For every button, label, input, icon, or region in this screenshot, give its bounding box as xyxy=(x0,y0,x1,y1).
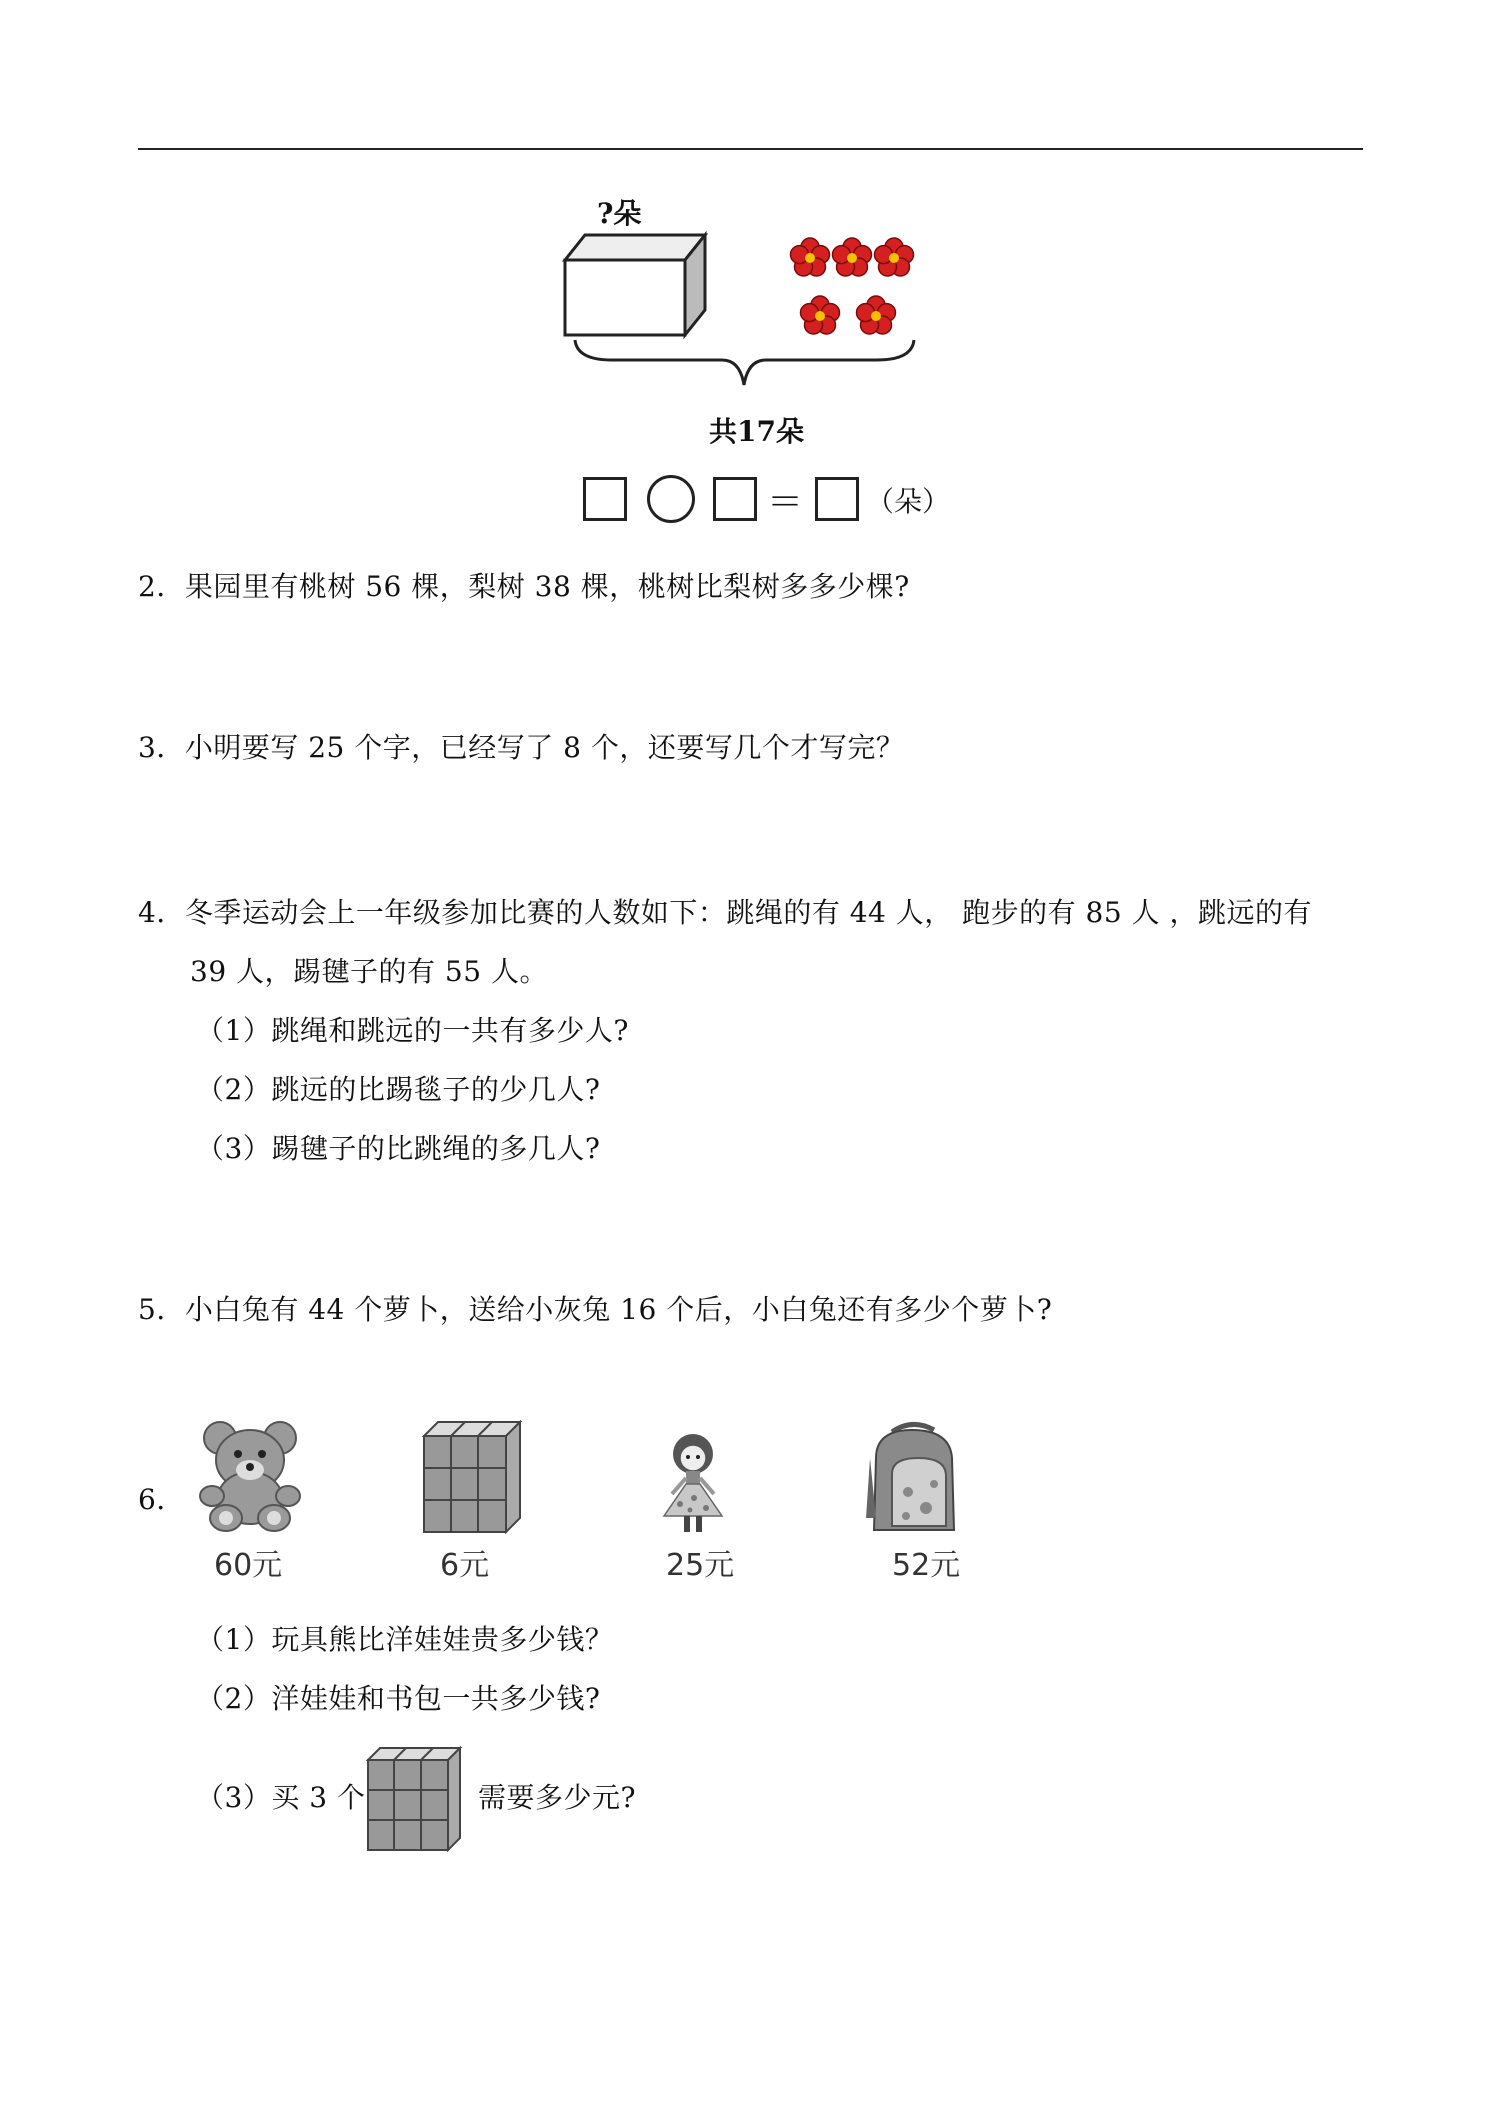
question-2 xyxy=(138,567,910,607)
question-text: 果园里有桃树 56 棵，梨树 38 棵，桃树比梨树多多少棵? xyxy=(184,570,910,603)
question-6-number: 6． xyxy=(138,1483,185,1516)
figure-top-label: ?朵 xyxy=(597,197,642,230)
doll-icon xyxy=(648,1430,738,1540)
price-backpack: 52元 xyxy=(892,1548,961,1583)
question-4-sub-2: （2）跳远的比踢毯子的少几人? xyxy=(196,1073,601,1106)
question-3 xyxy=(138,728,904,768)
cube-toy-icon xyxy=(420,1418,525,1538)
backpack-icon xyxy=(862,1418,967,1538)
question-text: 小明要写 25 个字，已经写了 8 个，还要写几个才写完？ xyxy=(184,731,905,764)
question-6-sub-1: （1）玩具熊比洋娃娃贵多少钱？ xyxy=(196,1623,614,1656)
figure-total-label: 共17朵 xyxy=(709,415,804,448)
price-teddy-bear: 60元 xyxy=(214,1548,283,1583)
question-number: 5． xyxy=(138,1293,185,1326)
question-text: 小白兔有 44 个萝卜，送给小灰兔 16 个后，小白兔还有多少个萝卜? xyxy=(184,1293,1053,1326)
teddy-bear-icon xyxy=(198,1418,303,1533)
price-cube-toy: 6元 xyxy=(440,1548,490,1583)
header-rule xyxy=(138,148,1363,150)
question-5 xyxy=(138,1290,1052,1330)
box-icon xyxy=(560,230,720,340)
question-6-sub-2: （2）洋娃娃和书包一共多少钱? xyxy=(196,1682,601,1715)
question-6-sub-3-before: （3）买 3 个 xyxy=(196,1781,366,1814)
equation-blank-3[interactable] xyxy=(815,477,859,521)
question-4-sub-3: （3）踢毽子的比跳绳的多几人? xyxy=(196,1132,601,1165)
question-6-sub-3-after: 需要多少元? xyxy=(478,1781,637,1814)
equation-blank-1[interactable] xyxy=(583,477,627,521)
price-doll: 25元 xyxy=(666,1548,735,1583)
question-number: 3． xyxy=(138,731,185,764)
equation-equals: ＝ xyxy=(767,482,804,523)
equation-unit: （朵） xyxy=(866,485,951,518)
question-4-continued: 39 人，踢毽子的有 55 人。 xyxy=(190,955,548,988)
question-4 xyxy=(138,893,1312,933)
question-number: 4． xyxy=(138,896,185,929)
question-text: 冬季运动会上一年级参加比赛的人数如下：跳绳的有 44 人， 跑步的有 85 人 ，跳远的有 xyxy=(184,896,1312,929)
equation-blank-2[interactable] xyxy=(713,477,757,521)
question-number: 2． xyxy=(138,570,185,603)
question-4-sub-1: （1）跳绳和跳远的一共有多少人? xyxy=(196,1014,629,1047)
cube-toy-icon xyxy=(364,1744,466,1854)
flowers-icon xyxy=(780,230,920,340)
equation-operator-circle[interactable] xyxy=(647,475,695,523)
brace-icon xyxy=(572,335,917,395)
